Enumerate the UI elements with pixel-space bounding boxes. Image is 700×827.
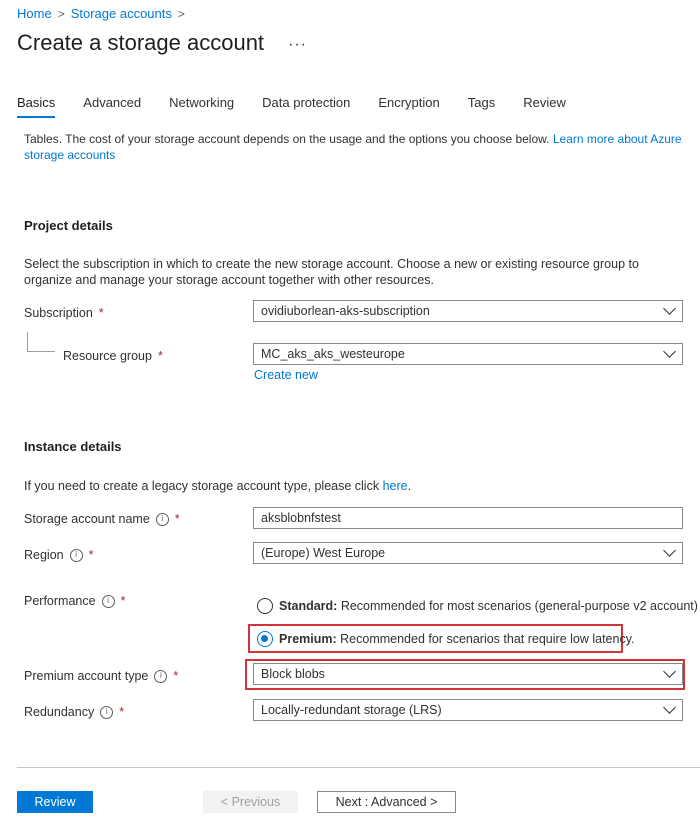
- info-icon[interactable]: i: [100, 706, 113, 719]
- performance-label: Performance i *: [24, 594, 126, 608]
- create-new-resource-group-link[interactable]: Create new: [254, 368, 318, 382]
- required-marker: *: [157, 349, 163, 363]
- breadcrumb-storage-accounts-link[interactable]: Storage accounts: [70, 6, 172, 21]
- learn-more-link[interactable]: Learn more about Azure storage accounts: [24, 132, 682, 162]
- tab-data-protection[interactable]: Data protection: [262, 95, 351, 110]
- chevron-down-icon: [663, 665, 676, 678]
- region-value: (Europe) West Europe: [261, 546, 386, 560]
- instance-details-heading: Instance details: [24, 439, 122, 454]
- redundancy-label: Redundancy i *: [24, 705, 125, 719]
- redundancy-select[interactable]: [253, 699, 683, 721]
- tree-connector-line: [27, 351, 55, 352]
- resource-group-select[interactable]: [253, 343, 683, 365]
- required-marker: *: [119, 705, 125, 719]
- required-marker: *: [173, 669, 179, 683]
- tab-networking[interactable]: Networking: [169, 95, 235, 110]
- premium-account-type-select[interactable]: [253, 663, 683, 685]
- tab-encryption[interactable]: Encryption: [378, 95, 440, 110]
- chevron-down-icon: [663, 701, 676, 714]
- radio-button-selected[interactable]: [257, 631, 273, 647]
- chevron-down-icon: [663, 345, 676, 358]
- redundancy-value: Locally-redundant storage (LRS): [261, 703, 442, 717]
- info-icon[interactable]: i: [154, 670, 167, 683]
- chevron-right-icon: >: [177, 6, 185, 21]
- subscription-select[interactable]: [253, 300, 683, 322]
- tab-advanced[interactable]: Advanced: [83, 95, 142, 110]
- storage-account-name-input[interactable]: [253, 507, 683, 529]
- performance-premium-option[interactable]: Premium: Recommended for scenarios that require low latency.: [257, 631, 635, 647]
- tab-review[interactable]: Review: [523, 95, 566, 110]
- page-title: Create a storage account: [17, 30, 265, 55]
- region-select[interactable]: [253, 542, 683, 564]
- intro-description: Tables. The cost of your storage account depends on the usage and the options you choose below.: [24, 132, 550, 146]
- review-button[interactable]: Review: [17, 791, 93, 813]
- project-details-description: Select the subscription in which to create the new storage account. Choose a new or existing resource group to organize and manage your storage account together with other resources.: [24, 257, 639, 287]
- next-advanced-button[interactable]: Next : Advanced >: [317, 791, 456, 813]
- info-icon[interactable]: i: [102, 595, 115, 608]
- project-details-heading: Project details: [24, 218, 113, 233]
- required-marker: *: [88, 548, 94, 562]
- breadcrumb: [17, 6, 185, 21]
- premium-account-type-value: Block blobs: [261, 667, 325, 681]
- resource-group-label: Resource group *: [63, 349, 163, 363]
- tab-basics[interactable]: Basics: [17, 95, 55, 118]
- intro-text: [24, 131, 684, 163]
- resource-group-value: MC_aks_aks_westeurope: [261, 347, 405, 361]
- info-icon[interactable]: i: [70, 549, 83, 562]
- required-marker: *: [98, 306, 104, 320]
- premium-account-type-label: Premium account type i *: [24, 669, 179, 683]
- previous-button[interactable]: < Previous: [203, 791, 298, 813]
- legacy-account-text: If you need to create a legacy storage account type, please click here.: [24, 479, 412, 493]
- chevron-down-icon: [663, 544, 676, 557]
- legacy-here-link[interactable]: here: [382, 479, 408, 493]
- subscription-value: ovidiuborlean-aks-subscription: [261, 304, 430, 318]
- radio-button[interactable]: [257, 598, 273, 614]
- required-marker: *: [174, 512, 180, 526]
- more-options-icon[interactable]: ···: [288, 36, 307, 53]
- chevron-right-icon: >: [57, 6, 65, 21]
- required-marker: *: [120, 594, 126, 608]
- tab-tags[interactable]: Tags: [467, 95, 496, 110]
- footer-divider: [17, 767, 700, 768]
- subscription-label: Subscription *: [24, 306, 104, 320]
- storage-account-name-value: aksblobnfstest: [261, 511, 341, 525]
- region-label: Region i *: [24, 548, 94, 562]
- performance-standard-option[interactable]: Standard: Recommended for most scenarios (general-purpose v2 account): [257, 598, 698, 614]
- tree-connector-line: [27, 332, 28, 351]
- storage-account-name-label: Storage account name i *: [24, 512, 180, 526]
- info-icon[interactable]: i: [156, 513, 169, 526]
- tab-bar: [17, 95, 594, 118]
- breadcrumb-home-link[interactable]: Home: [17, 6, 52, 21]
- chevron-down-icon: [663, 302, 676, 315]
